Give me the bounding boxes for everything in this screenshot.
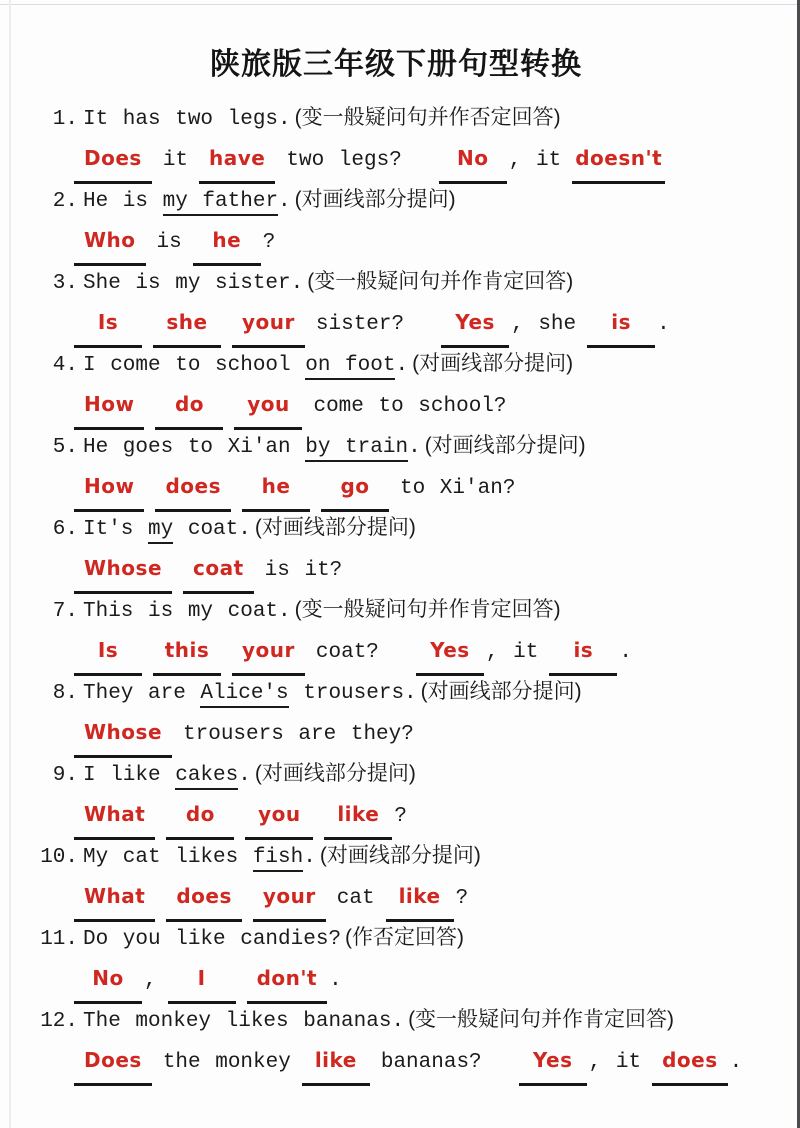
blank-answer-text: Is — [97, 310, 119, 334]
answer-line — [40, 548, 800, 589]
question-block — [40, 343, 800, 425]
page-title: 陕旅版三年级下册句型转换 — [210, 48, 582, 81]
answer-static-text: is — [156, 231, 182, 254]
question-number: 9. — [52, 764, 78, 787]
question-list — [40, 97, 800, 1081]
blank-answer-text: do — [185, 802, 215, 826]
answer-static-text: cat — [336, 887, 375, 910]
instruction-cn: (对画线部分提问) — [319, 844, 481, 867]
answer-static-text: the monkey — [162, 1051, 291, 1074]
answer-blank — [242, 466, 310, 512]
answer-blank — [166, 794, 234, 840]
answer-blank — [74, 220, 146, 266]
question-number: 10. — [40, 846, 78, 869]
answer-static-text: . — [729, 1051, 743, 1074]
answer-line — [40, 630, 800, 671]
question-text — [83, 518, 416, 541]
blank-answer-text: don't — [256, 966, 318, 990]
answer-line — [40, 712, 800, 753]
question-text-segment: The monkey likes bananas. — [83, 1010, 405, 1033]
question-text-segment: . — [395, 354, 409, 377]
instruction-cn: (变一般疑问句并作肯定回答) — [294, 598, 561, 621]
answer-static-text: coat? — [315, 641, 379, 664]
question-text — [83, 846, 481, 869]
blank-answer-text: does — [176, 884, 232, 908]
instruction-cn: (作否定回答) — [345, 926, 465, 949]
blank-answer-text: What — [84, 884, 146, 908]
instruction-cn: (变一般疑问句并作否定回答) — [294, 106, 561, 129]
blank-answer-text: I — [197, 966, 206, 990]
question-block — [40, 261, 800, 343]
question-line — [40, 917, 800, 958]
answer-blank — [183, 548, 254, 594]
answer-static-text: is it? — [264, 559, 343, 582]
blank-answer-text: you — [258, 802, 301, 826]
answer-blank — [386, 876, 454, 922]
instruction-cn: (对画线部分提问) — [254, 516, 416, 539]
answer-blank — [247, 958, 327, 1004]
answer-blank — [321, 466, 389, 512]
question-text-segment: He goes to Xi'an — [83, 436, 306, 459]
instruction-cn: (变一般疑问句并作肯定回答) — [307, 270, 574, 293]
answer-static-text: , she — [511, 313, 577, 336]
answer-blank — [587, 302, 655, 348]
answer-static-text: bananas? — [380, 1051, 482, 1074]
answer-blank — [74, 1040, 152, 1086]
blank-answer-text: he — [212, 228, 242, 252]
question-text — [83, 108, 561, 131]
answer-static-text: it — [162, 149, 189, 172]
answer-blank — [153, 302, 221, 348]
question-text-segment: This is my coat. — [83, 600, 291, 623]
question-block — [40, 917, 800, 999]
blank-answer-text: No — [92, 966, 124, 990]
blank-answer-text: this — [164, 638, 210, 662]
underlined-phrase: by train — [305, 436, 408, 462]
question-block — [40, 835, 800, 917]
question-number: 11. — [40, 928, 78, 951]
question-number: 3. — [52, 272, 78, 295]
blank-answer-text: coat — [193, 556, 244, 580]
question-block — [40, 999, 800, 1081]
question-number: 4. — [52, 354, 78, 377]
blank-answer-text: like — [337, 802, 380, 826]
answer-blank — [74, 138, 152, 184]
answer-blank — [253, 876, 326, 922]
answer-static-text: ? — [394, 805, 407, 828]
question-text-segment: She is my sister. — [83, 272, 304, 295]
answer-blank — [74, 958, 142, 1004]
question-text — [83, 190, 456, 213]
question-text-segment: . — [278, 190, 291, 213]
answer-blank — [74, 712, 172, 758]
question-line — [40, 753, 800, 794]
answer-static-text: , — [144, 969, 157, 992]
question-text-segment: . — [408, 436, 421, 459]
answer-blank — [234, 384, 302, 430]
answer-static-text: . — [329, 969, 342, 992]
question-text — [83, 764, 416, 787]
blank-answer-text: your — [262, 884, 316, 908]
blank-answer-text: he — [261, 474, 291, 498]
answer-static-text: , it — [588, 1051, 642, 1074]
question-number: 7. — [52, 600, 78, 623]
answer-blank — [549, 630, 617, 676]
instruction-cn: (对画线部分提问) — [254, 762, 416, 785]
blank-answer-text: is — [611, 310, 631, 334]
question-line — [40, 261, 800, 302]
underlined-phrase: on foot — [305, 354, 395, 380]
answer-blank — [245, 794, 313, 840]
question-number: 12. — [40, 1010, 78, 1033]
question-block — [40, 179, 800, 261]
question-line — [40, 507, 800, 548]
blank-answer-text: Who — [84, 228, 136, 252]
blank-answer-text: do — [174, 392, 204, 416]
answer-static-text: to Xi'an? — [400, 477, 516, 500]
question-line — [40, 589, 800, 630]
question-text-segment: Do you like candies? — [83, 928, 342, 951]
question-text-segment: I come to school — [83, 354, 306, 377]
answer-blank — [416, 630, 484, 676]
question-text-segment: They are — [83, 682, 201, 705]
answer-line — [40, 220, 800, 261]
answer-line — [40, 958, 800, 999]
blank-answer-text: How — [84, 392, 135, 416]
answer-blank — [193, 220, 261, 266]
question-text-segment: trousers. — [288, 682, 417, 705]
answer-line — [40, 876, 800, 917]
answer-blank — [74, 794, 155, 840]
question-number: 1. — [52, 108, 78, 131]
question-line — [40, 835, 800, 876]
question-block — [40, 753, 800, 835]
answer-static-text: , it — [485, 641, 539, 664]
answer-blank — [168, 958, 236, 1004]
instruction-cn: (对画线部分提问) — [412, 352, 574, 375]
answer-line — [40, 1040, 800, 1081]
question-block — [40, 671, 800, 753]
question-block — [40, 97, 800, 179]
blank-answer-text: Does — [84, 1048, 142, 1072]
answer-blank — [155, 384, 223, 430]
question-line — [40, 343, 800, 384]
answer-blank — [74, 302, 142, 348]
answer-static-text: sister? — [315, 313, 405, 336]
answer-blank — [441, 302, 509, 348]
blank-answer-text: No — [457, 146, 489, 170]
question-text-segment: My cat likes — [83, 846, 253, 869]
blank-answer-text: like — [398, 884, 441, 908]
underlined-phrase: my father — [163, 190, 278, 216]
answer-blank — [572, 138, 665, 184]
answer-blank — [232, 630, 305, 676]
blank-answer-text: go — [340, 474, 370, 498]
blank-answer-text: you — [247, 392, 290, 416]
blank-answer-text: What — [84, 802, 146, 826]
underlined-phrase: my — [148, 518, 173, 544]
answer-blank — [439, 138, 507, 184]
question-number: 5. — [52, 436, 78, 459]
answer-line — [40, 384, 800, 425]
blank-answer-text: Is — [97, 638, 119, 662]
answer-blank — [519, 1040, 587, 1086]
underlined-phrase: Alice's — [200, 682, 288, 708]
blank-answer-text: your — [242, 638, 295, 662]
question-number: 8. — [52, 682, 78, 705]
question-text-segment: I like — [83, 764, 176, 787]
question-text — [83, 600, 561, 623]
instruction-cn: (对画线部分提问) — [294, 188, 456, 211]
answer-static-text: come to school? — [313, 395, 507, 418]
question-text — [83, 928, 464, 951]
question-text — [83, 272, 573, 295]
answer-blank — [302, 1040, 370, 1086]
answer-blank — [74, 630, 142, 676]
blank-answer-text: like — [314, 1048, 357, 1072]
question-text-segment: He is — [83, 190, 163, 213]
underlined-phrase: cakes — [175, 764, 238, 790]
blank-answer-text: is — [573, 638, 594, 662]
answer-blank — [74, 466, 144, 512]
blank-answer-text: does — [165, 474, 221, 498]
blank-answer-text: Whose — [84, 720, 163, 744]
answer-blank — [324, 794, 392, 840]
question-block — [40, 507, 800, 589]
answer-line — [40, 138, 800, 179]
answer-static-text: , it — [508, 149, 562, 172]
blank-answer-text: your — [242, 310, 295, 334]
question-text-segment: . — [238, 764, 251, 787]
answer-blank — [74, 548, 172, 594]
question-text — [83, 1010, 674, 1033]
answer-static-text: ? — [262, 231, 276, 254]
question-text-segment: . — [303, 846, 316, 869]
blank-answer-text: How — [84, 474, 135, 498]
answer-static-text: ? — [455, 887, 469, 910]
question-number: 2. — [52, 190, 78, 213]
question-block — [40, 425, 800, 507]
answer-blank — [199, 138, 275, 184]
question-text — [83, 436, 586, 459]
question-number: 6. — [52, 518, 78, 541]
blank-answer-text: doesn't — [575, 146, 663, 170]
answer-static-text: two legs? — [286, 149, 402, 172]
answer-blank — [153, 630, 221, 676]
question-line — [40, 425, 800, 466]
underlined-phrase: fish — [253, 846, 303, 872]
answer-static-text: trousers are they? — [183, 723, 414, 746]
answer-blank — [74, 876, 155, 922]
question-text — [83, 682, 582, 705]
blank-answer-text: she — [166, 310, 208, 334]
question-line — [40, 999, 800, 1040]
answer-blank — [155, 466, 231, 512]
instruction-cn: (变一般疑问句并作肯定回答) — [408, 1008, 675, 1031]
answer-static-text: . — [657, 313, 670, 336]
question-text-segment: It's — [83, 518, 149, 541]
question-text-segment: coat. — [173, 518, 251, 541]
blank-answer-text: have — [209, 146, 266, 170]
instruction-cn: (对画线部分提问) — [424, 434, 586, 457]
answer-blank — [166, 876, 242, 922]
blank-answer-text: Whose — [84, 556, 163, 580]
blank-answer-text: does — [662, 1048, 718, 1072]
answer-line — [40, 794, 800, 835]
question-text-segment: It has two legs. — [83, 108, 291, 131]
answer-blank — [232, 302, 305, 348]
answer-line — [40, 466, 800, 507]
question-line — [40, 671, 800, 712]
question-line — [40, 179, 800, 220]
blank-answer-text: Yes — [430, 638, 470, 662]
instruction-cn: (对画线部分提问) — [420, 680, 582, 703]
answer-line — [40, 302, 800, 343]
blank-answer-text: Does — [84, 146, 142, 170]
answer-blank — [74, 384, 144, 430]
answer-blank — [652, 1040, 728, 1086]
question-block — [40, 589, 800, 671]
blank-answer-text: Yes — [532, 1048, 573, 1072]
question-text — [83, 354, 573, 377]
question-line — [40, 97, 800, 138]
blank-answer-text: Yes — [455, 310, 495, 334]
answer-static-text: . — [619, 641, 632, 664]
